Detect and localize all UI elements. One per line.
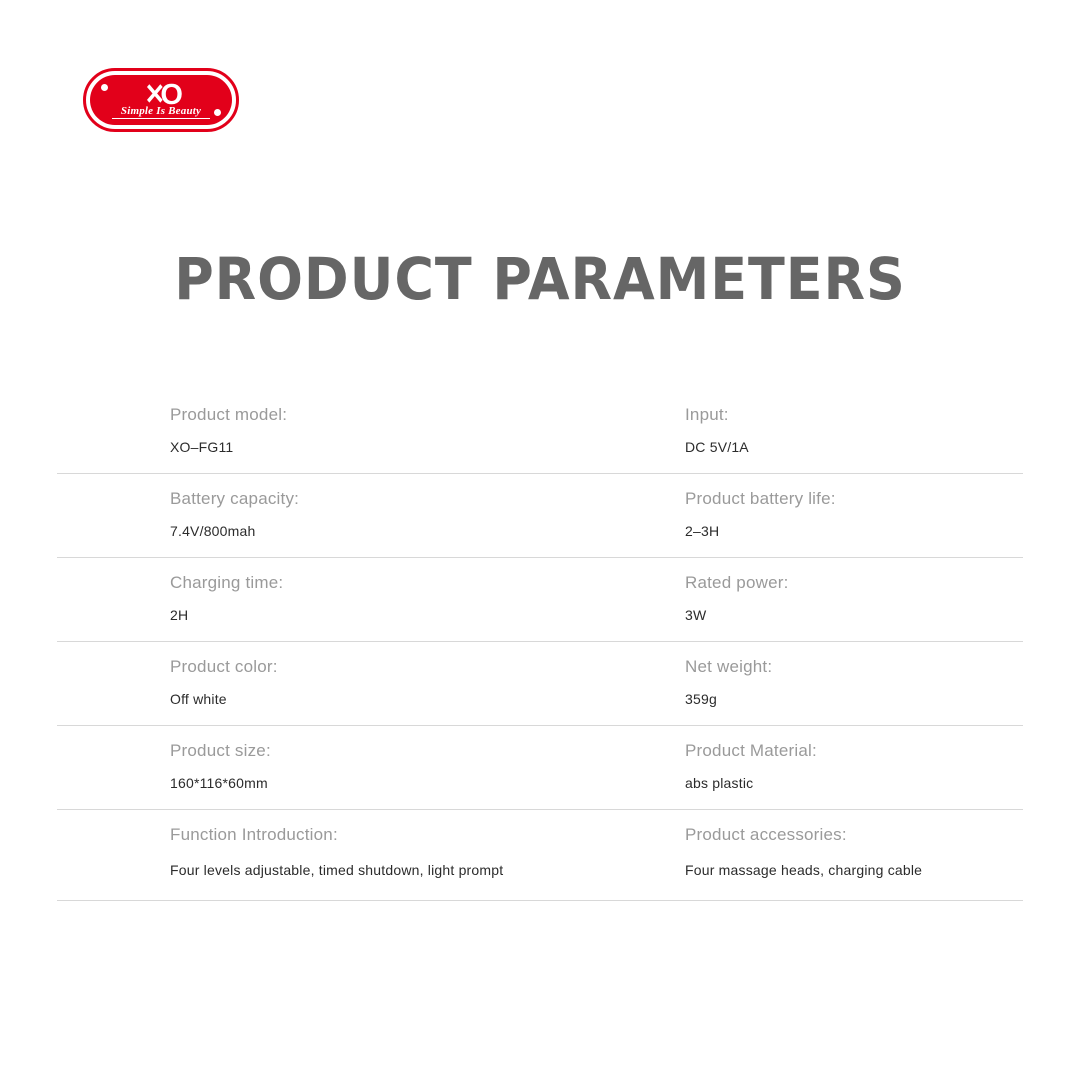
spec-value: 160*116*60mm <box>170 775 268 791</box>
spec-label: Battery capacity: <box>170 489 300 508</box>
spec-value: Off white <box>170 691 227 707</box>
spec-value: 2H <box>170 607 189 623</box>
specification-table <box>57 390 1023 901</box>
spec-label: Input: <box>685 405 729 424</box>
logo-inner-body <box>90 75 232 125</box>
spec-cell-rated-power <box>540 558 1023 627</box>
spec-label: Product Material: <box>685 741 817 760</box>
spec-value: XO–FG11 <box>170 439 234 455</box>
xo-brand-logo <box>83 68 239 132</box>
spec-label: Rated power: <box>685 573 789 592</box>
spec-label: Net weight: <box>685 657 773 676</box>
spec-cell-product-color <box>57 642 540 711</box>
spec-label: Product size: <box>170 741 271 760</box>
spec-value: 359g <box>685 691 717 707</box>
spec-label: Function Introduction: <box>170 825 338 844</box>
spec-value: DC 5V/1A <box>685 439 749 455</box>
logo-o-glyph: O <box>160 79 179 111</box>
logo-x-glyph: ✕ <box>144 79 162 111</box>
spec-value: 3W <box>685 607 707 623</box>
table-row <box>57 390 1023 474</box>
page-title: PRODUCT PARAMETERS <box>174 244 906 313</box>
table-row <box>57 642 1023 726</box>
spec-value: Four massage heads, charging cable <box>685 862 923 878</box>
spec-cell-product-accessories <box>540 810 1023 882</box>
spec-value: 7.4V/800mah <box>170 523 256 539</box>
table-row <box>57 810 1023 901</box>
table-row <box>57 726 1023 810</box>
spec-cell-input <box>540 390 1023 459</box>
spec-cell-product-size <box>57 726 540 795</box>
spec-cell-net-weight <box>540 642 1023 711</box>
logo-tagline: Simple Is Beauty <box>120 105 202 117</box>
spec-cell-battery-capacity <box>57 474 540 543</box>
spec-cell-product-material <box>540 726 1023 795</box>
spec-cell-charging-time <box>57 558 540 627</box>
spec-cell-function-introduction <box>57 810 540 882</box>
spec-label: Product accessories: <box>685 825 847 844</box>
logo-underline-divider <box>112 118 210 119</box>
spec-label: Product color: <box>170 657 278 676</box>
spec-label: Product battery life: <box>685 489 836 508</box>
table-row <box>57 558 1023 642</box>
spec-value: 2–3H <box>685 523 720 539</box>
spec-cell-product-battery-life <box>540 474 1023 543</box>
table-row <box>57 474 1023 558</box>
spec-label: Product model: <box>170 405 288 424</box>
spec-cell-product-model <box>57 390 540 459</box>
spec-label: Charging time: <box>170 573 284 592</box>
spec-value: abs plastic <box>685 775 754 791</box>
spec-value: Four levels adjustable, timed shutdown, light prompt <box>170 862 504 878</box>
